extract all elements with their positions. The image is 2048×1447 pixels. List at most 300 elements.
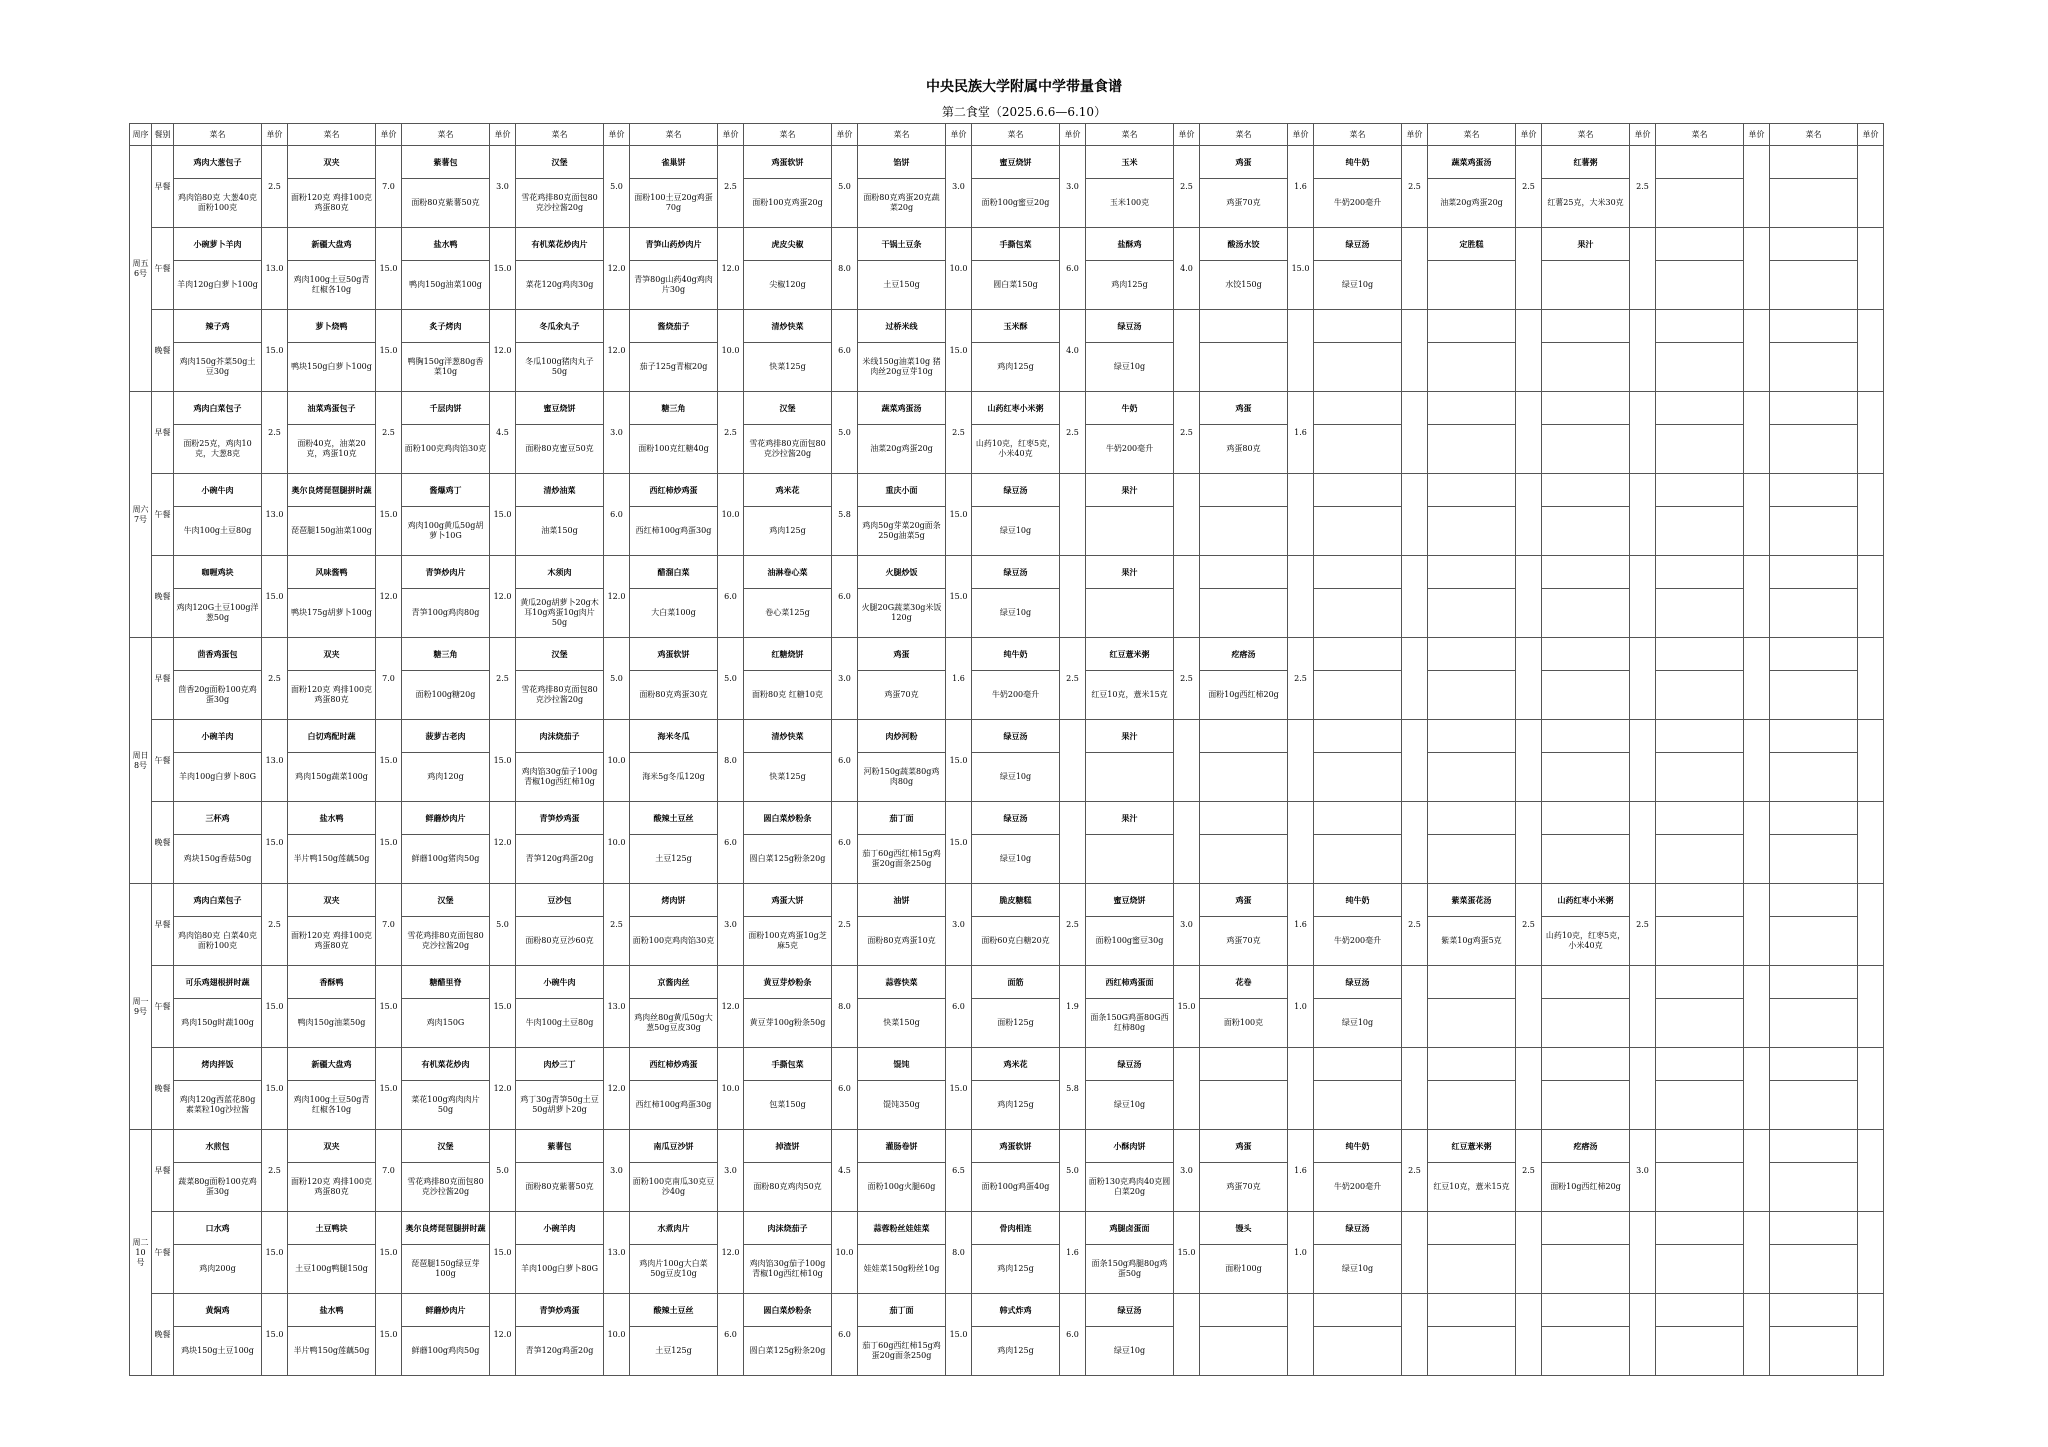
dish-price: 10.0 [604, 720, 630, 802]
dish-name [1200, 1294, 1288, 1327]
dish-ingredients: 娃娃菜150g粉丝10g [858, 1245, 946, 1294]
dish-name: 蜜豆烧饼 [1086, 884, 1174, 917]
dish-price: 8.0 [718, 720, 744, 802]
dish-ingredients [1428, 1081, 1516, 1130]
dish-name [1770, 884, 1858, 917]
dish-price: 1.6 [1288, 1130, 1314, 1212]
dish-ingredients [1770, 179, 1858, 228]
dish-price [1858, 556, 1884, 638]
dish-price [1402, 966, 1428, 1048]
dish-price: 12.0 [490, 1294, 516, 1376]
dish-price: 10.0 [946, 228, 972, 310]
price-header: 单价 [1516, 124, 1542, 146]
dish-ingredients [1428, 507, 1516, 556]
dish-name: 油菜鸡蛋包子 [288, 392, 376, 425]
dish-ingredients [1314, 671, 1402, 720]
meal-label: 早餐 [152, 884, 174, 966]
dish-price: 2.5 [262, 1130, 288, 1212]
dish-price: 1.6 [1288, 146, 1314, 228]
price-header: 单价 [1288, 124, 1314, 146]
dish-ingredients: 鸡肉馅80克 白菜40克 面粉100克 [174, 917, 262, 966]
dish-price: 4.5 [832, 1130, 858, 1212]
dish-price [1630, 228, 1656, 310]
dish-name: 玉米酥 [972, 310, 1060, 343]
dish-price [1630, 556, 1656, 638]
dish-ingredients [1656, 1163, 1744, 1212]
dish-name: 鸡蛋 [1200, 392, 1288, 425]
dish-price: 10.0 [718, 474, 744, 556]
dish-ingredients: 面粉100g糖20g [402, 671, 490, 720]
dish-ingredients: 鸭肉150g油菜50g [288, 999, 376, 1048]
dish-ingredients: 面粉120克 鸡排100克 鸡蛋80克 [288, 179, 376, 228]
dish-name [1428, 720, 1516, 753]
dish-ingredients: 土豆150g [858, 261, 946, 310]
dish-name: 干锅土豆条 [858, 228, 946, 261]
dish-name: 蜜豆烧饼 [516, 392, 604, 425]
dish-name [1656, 146, 1744, 179]
dish-name: 重庆小面 [858, 474, 946, 507]
dish-name: 汉堡 [516, 146, 604, 179]
dish-price: 8.0 [946, 1212, 972, 1294]
dish-ingredients: 圆白菜150g [972, 261, 1060, 310]
dish-name: 花卷 [1200, 966, 1288, 999]
dish-ingredients: 茄丁60g西红柿15g鸡蛋20g面条250g [858, 1327, 946, 1376]
dish-name: 黄焖鸡 [174, 1294, 262, 1327]
dish-price: 15.0 [490, 1212, 516, 1294]
dish-ingredients [1542, 261, 1630, 310]
dish-ingredients: 雪花鸡排80克面包80克沙拉酱20g [516, 671, 604, 720]
dish-ingredients: 雪花鸡排80克面包80克沙拉酱20g [402, 1163, 490, 1212]
dish-ingredients [1086, 507, 1174, 556]
dish-ingredients: 面粉120克 鸡排100克 鸡蛋80克 [288, 1163, 376, 1212]
dish-price [1288, 556, 1314, 638]
dish-price: 3.0 [604, 392, 630, 474]
dish-price [1630, 310, 1656, 392]
dish-price [1516, 228, 1542, 310]
dish-name: 西红柿鸡蛋面 [1086, 966, 1174, 999]
meal-label: 早餐 [152, 638, 174, 720]
dish-ingredients: 面粉60克白糖20克 [972, 917, 1060, 966]
dish-ingredients: 河粉150g蔬菜80g鸡肉80g [858, 753, 946, 802]
dish-ingredients: 鸡肉200g [174, 1245, 262, 1294]
dish-price: 15.0 [946, 556, 972, 638]
dish-name: 疙瘩汤 [1200, 638, 1288, 671]
dish-name: 有机菜花炒肉片 [516, 228, 604, 261]
meal-label: 午餐 [152, 966, 174, 1048]
dish-price: 15.0 [376, 310, 402, 392]
dish-name-header: 菜名 [402, 124, 490, 146]
dish-ingredients: 鸡肉150g芥菜50g土豆30g [174, 343, 262, 392]
dish-price [1174, 1048, 1200, 1130]
dish-name [1656, 1212, 1744, 1245]
dish-price: 1.6 [1288, 884, 1314, 966]
dish-name-row [130, 392, 1884, 425]
price-header: 单价 [946, 124, 972, 146]
dish-price [1744, 1130, 1770, 1212]
dish-price: 15.0 [376, 1212, 402, 1294]
dish-ingredients: 鸡蛋70克 [1200, 1163, 1288, 1212]
dish-name: 雀巢饼 [630, 146, 718, 179]
dish-name [1542, 802, 1630, 835]
meal-label: 晚餐 [152, 1294, 174, 1376]
dish-ingredients [1428, 753, 1516, 802]
dish-ingredients [1086, 753, 1174, 802]
dish-ingredients: 绿豆10g [1086, 1081, 1174, 1130]
dish-ingredients [1656, 671, 1744, 720]
meal-label: 早餐 [152, 392, 174, 474]
dish-price: 15.0 [262, 1048, 288, 1130]
dish-price [1288, 1294, 1314, 1376]
dish-price [1630, 392, 1656, 474]
dish-price: 3.0 [718, 1130, 744, 1212]
dish-name [1314, 474, 1402, 507]
dish-name: 鸡蛋 [1200, 146, 1288, 179]
dish-name [1428, 1212, 1516, 1245]
dish-name: 糖醋里脊 [402, 966, 490, 999]
dish-ingredients [1770, 343, 1858, 392]
dish-price: 12.0 [718, 228, 744, 310]
dish-price: 7.0 [376, 1130, 402, 1212]
dish-ingredients: 鸡块150g土豆100g [174, 1327, 262, 1376]
dish-ingredients [1656, 1245, 1744, 1294]
dish-price: 15.0 [262, 1294, 288, 1376]
dish-name-header: 菜名 [1086, 124, 1174, 146]
dish-name [1428, 392, 1516, 425]
dish-name [1428, 310, 1516, 343]
dish-name-row [130, 1294, 1884, 1327]
dish-ingredients [1200, 589, 1288, 638]
dish-ingredients: 卷心菜125g [744, 589, 832, 638]
dish-price: 15.0 [490, 228, 516, 310]
dish-price: 13.0 [604, 966, 630, 1048]
dish-price: 2.5 [376, 392, 402, 474]
dish-name [1200, 310, 1288, 343]
dish-ingredients: 青笋80g山药40g鸡肉片30g [630, 261, 718, 310]
dish-name: 圆白菜炒粉条 [744, 1294, 832, 1327]
dish-price [1858, 1294, 1884, 1376]
dish-ingredients: 面粉125g [972, 999, 1060, 1048]
dish-price [1174, 310, 1200, 392]
dish-name: 玉米 [1086, 146, 1174, 179]
dish-price: 2.5 [490, 638, 516, 720]
dish-ingredients: 面粉10g西红柿20g [1542, 1163, 1630, 1212]
dish-ingredients: 快菜125g [744, 753, 832, 802]
dish-name [1314, 310, 1402, 343]
dish-price: 6.0 [832, 802, 858, 884]
dish-name: 馅饼 [858, 146, 946, 179]
dish-price [1402, 474, 1428, 556]
dish-name: 鸡蛋软饼 [972, 1130, 1060, 1163]
dish-ingredients: 面条150G鸡蛋80G西红柿80g [1086, 999, 1174, 1048]
dish-ingredients: 红豆10克，薏米15克 [1428, 1163, 1516, 1212]
dish-name: 萝卜烧鸭 [288, 310, 376, 343]
meal-label: 午餐 [152, 720, 174, 802]
dish-name-header: 菜名 [1314, 124, 1402, 146]
dish-name: 清炒快菜 [744, 720, 832, 753]
dish-price: 2.5 [1516, 146, 1542, 228]
dish-ingredients: 面粉80克豆沙60克 [516, 917, 604, 966]
dish-name: 奥尔良烤琵琶腿拼时蔬 [288, 474, 376, 507]
dish-price: 1.6 [1288, 392, 1314, 474]
dish-name: 蒜蓉快菜 [858, 966, 946, 999]
dish-name: 青笋炒鸡蛋 [516, 802, 604, 835]
dish-name: 山药红枣小米粥 [1542, 884, 1630, 917]
dish-price: 5.0 [1060, 1130, 1086, 1212]
dish-ingredients [1656, 507, 1744, 556]
dish-price: 2.5 [718, 146, 744, 228]
dish-ingredients [1542, 507, 1630, 556]
dish-price: 15.0 [946, 474, 972, 556]
dish-price [1858, 638, 1884, 720]
dish-name: 圆白菜炒粉条 [744, 802, 832, 835]
dish-ingredients: 紫菜10g鸡蛋5克 [1428, 917, 1516, 966]
dish-price: 6.5 [946, 1130, 972, 1212]
dish-ingredients: 面粉100克鸡蛋20g [744, 179, 832, 228]
dish-price: 8.0 [832, 228, 858, 310]
dish-price: 15.0 [376, 966, 402, 1048]
dish-price: 10.0 [604, 802, 630, 884]
dish-name [1200, 556, 1288, 589]
dish-ingredients: 面粉130克鸡肉40克圆白菜20g [1086, 1163, 1174, 1212]
dish-price: 2.5 [1630, 146, 1656, 228]
dish-name [1542, 392, 1630, 425]
dish-name: 蜜豆烧饼 [972, 146, 1060, 179]
dish-ingredients: 山药10克，红枣5克，小米40克 [1542, 917, 1630, 966]
dish-ingredients: 茄子125g青椒20g [630, 343, 718, 392]
dish-ingredients: 鸭胸150g洋葱80g香菜10g [402, 343, 490, 392]
dish-name: 冬瓜氽丸子 [516, 310, 604, 343]
dish-ingredients: 面粉100g [1200, 1245, 1288, 1294]
dish-name: 小碗牛肉 [174, 474, 262, 507]
dish-ingredients: 米线150g油菜10g 猪肉丝20g豆芽10g [858, 343, 946, 392]
dish-name [1542, 638, 1630, 671]
dish-price [1858, 884, 1884, 966]
dish-name [1542, 310, 1630, 343]
dish-name [1770, 1212, 1858, 1245]
dish-price: 5.0 [832, 392, 858, 474]
dish-name: 奥尔良烤琵琶腿拼时蔬 [402, 1212, 490, 1245]
meal-header: 餐别 [152, 124, 174, 146]
dish-price: 3.0 [1060, 146, 1086, 228]
dish-name [1656, 556, 1744, 589]
dish-ingredients [1428, 1245, 1516, 1294]
dish-name [1428, 556, 1516, 589]
dish-price [1288, 310, 1314, 392]
dish-ingredients: 鸡肉125g [972, 1327, 1060, 1376]
dish-ingredients: 鸡肉150g蔬菜100g [288, 753, 376, 802]
dish-name: 鸡腿卤蛋面 [1086, 1212, 1174, 1245]
dish-price [1858, 802, 1884, 884]
dish-ingredients: 绿豆10g [972, 507, 1060, 556]
dish-ingredients [1542, 671, 1630, 720]
dish-ingredients [1656, 425, 1744, 474]
dish-ingredients: 鲜蘑100g鸡肉50g [402, 1327, 490, 1376]
dish-name: 虎皮尖椒 [744, 228, 832, 261]
dish-ingredients: 鲜蘑100g猪肉50g [402, 835, 490, 884]
price-header: 单价 [1630, 124, 1656, 146]
dish-name: 红糖烧饼 [744, 638, 832, 671]
dish-ingredients: 绿豆10g [1086, 1327, 1174, 1376]
dish-price [1402, 228, 1428, 310]
dish-price: 2.5 [1060, 638, 1086, 720]
dish-name-row [130, 310, 1884, 343]
dish-name: 小碗萝卜羊肉 [174, 228, 262, 261]
dish-ingredients [1314, 507, 1402, 556]
dish-ingredients: 玉米100克 [1086, 179, 1174, 228]
meal-label: 晚餐 [152, 1048, 174, 1130]
dish-price: 2.5 [1060, 392, 1086, 474]
dish-ingredients: 面粉100土豆20g鸡蛋70g [630, 179, 718, 228]
dish-price [1858, 966, 1884, 1048]
day-label: 周五 [132, 258, 149, 268]
dish-ingredients: 鸡肉125g [972, 1081, 1060, 1130]
dish-ingredients [1770, 753, 1858, 802]
page-subtitle: 第二食堂（2025.6.6—6.10） [941, 105, 1107, 119]
dish-ingredients: 面粉100g鸡蛋40g [972, 1163, 1060, 1212]
dish-ingredients: 圆白菜125g粉条20g [744, 835, 832, 884]
dish-ingredients: 包菜150g [744, 1081, 832, 1130]
dish-name [1656, 720, 1744, 753]
dish-ingredients [1770, 261, 1858, 310]
dish-price [1516, 1048, 1542, 1130]
dish-ingredients: 蔬菜80g面粉100克鸡蛋30g [174, 1163, 262, 1212]
dish-name: 盐水鸭 [288, 1294, 376, 1327]
header-row [130, 124, 1884, 146]
dish-ingredients [1542, 999, 1630, 1048]
dish-price: 3.0 [718, 884, 744, 966]
dish-ingredients: 海米5g冬瓜120g [630, 753, 718, 802]
dish-price: 10.0 [832, 1212, 858, 1294]
dish-name: 脆皮糖糕 [972, 884, 1060, 917]
dish-name: 烤肉饼 [630, 884, 718, 917]
dish-ingredients: 雪花鸡排80克面包80克沙拉酱20g [744, 425, 832, 474]
dish-name: 清炒油菜 [516, 474, 604, 507]
dish-price: 3.0 [1174, 884, 1200, 966]
dish-name: 绿豆汤 [972, 802, 1060, 835]
dish-price [1402, 1212, 1428, 1294]
dish-name: 定胜糕 [1428, 228, 1516, 261]
dish-name [1428, 1294, 1516, 1327]
dish-name [1770, 392, 1858, 425]
dish-price: 6.0 [604, 474, 630, 556]
dish-price: 2.5 [832, 884, 858, 966]
dish-name: 手撕包菜 [744, 1048, 832, 1081]
day-date: 7号 [133, 514, 148, 524]
dish-ingredients [1200, 343, 1288, 392]
dish-ingredients: 面粉80克鸡蛋20克蔬菜20g [858, 179, 946, 228]
dish-price [1858, 392, 1884, 474]
dish-ingredients: 鸡肉100g土豆50g青红椒各10g [288, 1081, 376, 1130]
dish-ingredients: 鸡肉125g [1086, 261, 1174, 310]
price-header: 单价 [1858, 124, 1884, 146]
dish-ingredients: 鸭肉150g油菜100g [402, 261, 490, 310]
meal-label: 早餐 [152, 1130, 174, 1212]
dish-ingredients: 面粉10g西红柿20g [1200, 671, 1288, 720]
dish-ingredients: 牛肉100g土豆80g [174, 507, 262, 556]
dish-name: 酸汤水饺 [1200, 228, 1288, 261]
dish-ingredients [1770, 1081, 1858, 1130]
dish-name [1428, 474, 1516, 507]
dish-ingredients: 羊肉100g白萝卜80G [174, 753, 262, 802]
dish-price [1744, 884, 1770, 966]
dish-ingredients: 快菜125g [744, 343, 832, 392]
dish-name-row [130, 884, 1884, 917]
dish-ingredients: 菜花120g鸡肉30g [516, 261, 604, 310]
dish-price: 1.6 [946, 638, 972, 720]
dish-price: 15.0 [376, 802, 402, 884]
dish-price [1516, 392, 1542, 474]
price-header: 单价 [604, 124, 630, 146]
dish-ingredients: 面粉100克南瓜30克豆沙40g [630, 1163, 718, 1212]
dish-ingredients: 鸡蛋70克 [858, 671, 946, 720]
dish-price: 3.0 [1630, 1130, 1656, 1212]
dish-price: 15.0 [376, 474, 402, 556]
dish-ingredients: 羊肉120g白萝卜100g [174, 261, 262, 310]
dish-price [1744, 310, 1770, 392]
dish-name: 馄饨 [858, 1048, 946, 1081]
dish-price: 12.0 [490, 1048, 516, 1130]
dish-name: 红薯粥 [1542, 146, 1630, 179]
dish-name [1542, 966, 1630, 999]
dish-name-header: 菜名 [174, 124, 262, 146]
dish-ingredients: 琵琶腿150g油菜100g [288, 507, 376, 556]
dish-ingredients: 绿豆10g [1314, 1245, 1402, 1294]
dish-name: 小碗羊肉 [174, 720, 262, 753]
dish-ingredients: 茄丁60g西红柿15g鸡蛋20g面条250g [858, 835, 946, 884]
dish-price [1402, 802, 1428, 884]
dish-price: 6.0 [1060, 228, 1086, 310]
dish-ingredients [1428, 835, 1516, 884]
meal-label: 午餐 [152, 474, 174, 556]
dish-price [1744, 474, 1770, 556]
dish-ingredients: 面粉80克鸡肉50克 [744, 1163, 832, 1212]
dish-name: 糖三角 [402, 638, 490, 671]
dish-price: 1.6 [1060, 1212, 1086, 1294]
price-header: 单价 [1174, 124, 1200, 146]
dish-price: 6.0 [832, 310, 858, 392]
dish-name: 糖三角 [630, 392, 718, 425]
dish-price [1630, 474, 1656, 556]
dish-price: 15.0 [490, 474, 516, 556]
dish-name: 西红柿炒鸡蛋 [630, 1048, 718, 1081]
dish-price [1402, 392, 1428, 474]
dish-ingredients [1428, 671, 1516, 720]
dish-price: 5.8 [832, 474, 858, 556]
dish-price: 15.0 [376, 228, 402, 310]
dish-name [1656, 392, 1744, 425]
dish-name-row [130, 146, 1884, 179]
dish-ingredients [1428, 589, 1516, 638]
dish-name: 牛奶 [1086, 392, 1174, 425]
menu-table [129, 123, 1884, 1376]
dish-name [1542, 556, 1630, 589]
dish-price: 15.0 [946, 1294, 972, 1376]
dish-price [1744, 392, 1770, 474]
dish-name: 鸡蛋软饼 [744, 146, 832, 179]
dish-price [1744, 146, 1770, 228]
dish-price: 13.0 [262, 474, 288, 556]
dish-ingredients: 雪花鸡排80克面包80克沙拉酱20g [402, 917, 490, 966]
dish-name: 三杯鸡 [174, 802, 262, 835]
dish-price: 2.5 [1174, 638, 1200, 720]
dish-name: 汉堡 [402, 884, 490, 917]
dish-price [1858, 474, 1884, 556]
dish-price [1516, 556, 1542, 638]
dish-ingredients [1314, 1327, 1402, 1376]
dish-price: 5.0 [604, 146, 630, 228]
dish-name-header: 菜名 [1428, 124, 1516, 146]
dish-name: 青笋炒肉片 [402, 556, 490, 589]
